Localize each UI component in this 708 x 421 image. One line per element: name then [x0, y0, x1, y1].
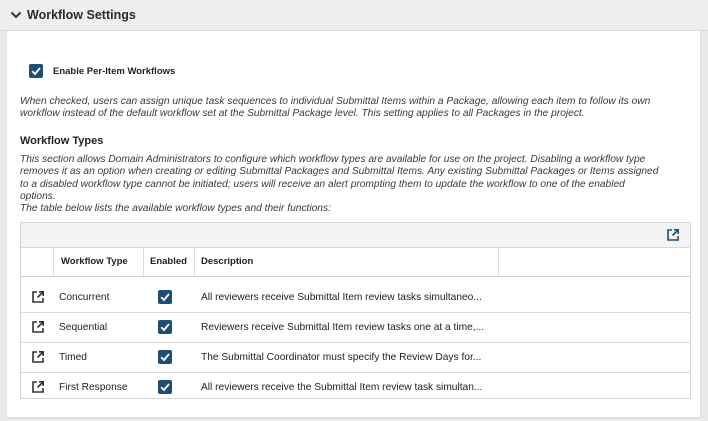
enabled-checkbox[interactable] [158, 380, 172, 394]
workflow-type-name: Concurrent [59, 292, 110, 303]
checkmark-icon [159, 321, 171, 333]
table-row[interactable] [21, 343, 690, 373]
enable-per-item-label: Enable Per-Item Workflows [53, 66, 176, 77]
open-in-new-icon[interactable] [31, 350, 45, 364]
enabled-checkbox[interactable] [158, 290, 172, 304]
workflow-types-description [20, 154, 690, 215]
workflow-type-description: The Submittal Coordinator must specify the Review Days for... [201, 352, 482, 363]
column-header-workflow-type[interactable]: Workflow Type [61, 256, 128, 267]
enable-description [20, 96, 690, 121]
workflow-type-description: All reviewers receive the Submittal Item review task simultan... [201, 382, 483, 393]
table-row[interactable] [21, 313, 690, 343]
workflow-type-name: Timed [59, 352, 87, 363]
workflow-types-description-line: to a disabled workflow type cannot be initiated; users will receive an alert prompting them to update the workflow to one of the enabled [20, 178, 625, 190]
table-row[interactable] [21, 283, 690, 313]
panel-content [7, 31, 701, 418]
enable-description-line: When checked, users can assign unique task sequences to individual Submittal Items within a Package, allowing each item to follow its own [20, 96, 651, 107]
column-divider [143, 248, 144, 276]
enabled-checkbox[interactable] [158, 320, 172, 334]
enable-description-line: workflow instead of the default workflow set at the Submittal Package level. This setting applies to all Packages in the project. [20, 108, 585, 120]
workflow-types-description-line: The table below lists the available workflow types and their functions: [20, 203, 331, 215]
checkmark-icon [30, 65, 42, 77]
workflow-type-name: First Response [59, 382, 128, 393]
panel-header[interactable] [0, 0, 708, 31]
workflow-types-description-line: removes it as an option when creating or editing Submittal Packages and Submittal Items. Any existing Submittal Packages or Items assigned [20, 166, 659, 178]
workflow-type-description: All reviewers receive Submittal Item review tasks simultaneo... [201, 292, 482, 303]
workflow-types-table [20, 222, 691, 399]
enabled-checkbox[interactable] [158, 350, 172, 364]
open-in-new-icon[interactable] [31, 290, 45, 304]
workflow-type-description: Reviewers receive Submittal Item review tasks one at a time,... [201, 322, 485, 333]
panel-title: Workflow Settings [27, 8, 136, 22]
table-row[interactable] [21, 373, 690, 402]
table-header [21, 248, 690, 277]
column-divider [53, 248, 54, 276]
table-toolbar [21, 223, 690, 248]
open-in-new-icon[interactable] [31, 320, 45, 334]
chevron-down-icon[interactable] [10, 10, 22, 20]
column-divider [498, 248, 499, 276]
column-divider [194, 248, 195, 276]
column-header-enabled[interactable]: Enabled [150, 256, 187, 267]
workflow-types-description-line: This section allows Domain Administrators to configure which workflow types are available for use on the project. Disabling a workflow type [20, 154, 646, 165]
external-link-icon[interactable] [666, 228, 680, 242]
enable-per-item-checkbox[interactable] [29, 64, 43, 78]
open-in-new-icon[interactable] [31, 380, 45, 394]
workflow-type-name: Sequential [59, 322, 108, 333]
checkmark-icon [159, 381, 171, 393]
column-header-description[interactable]: Description [201, 256, 254, 267]
workflow-types-title: Workflow Types [20, 135, 104, 147]
workflow-types-description-line: options. [20, 190, 56, 202]
checkmark-icon [159, 351, 171, 363]
checkmark-icon [159, 291, 171, 303]
